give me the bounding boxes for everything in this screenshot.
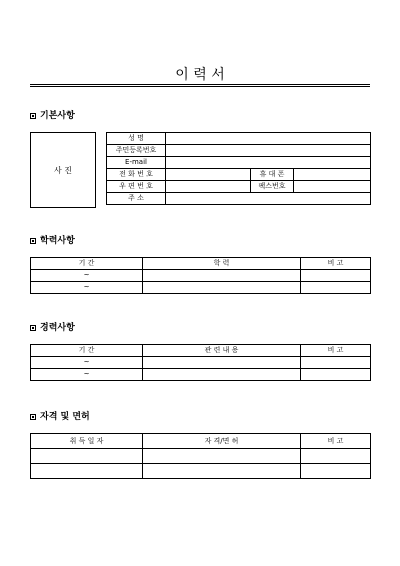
date-cell[interactable] [31,449,143,464]
career-cell[interactable] [143,369,301,381]
date-cell[interactable] [31,464,143,479]
field-label: 주 소 [107,193,166,205]
section-square-icon [30,238,36,244]
table-row [31,270,371,282]
remarks-cell[interactable] [301,369,371,381]
basic-info-table [106,132,371,205]
section-square-icon [30,325,36,331]
field-label: E-mail [107,157,166,169]
table-row [107,133,371,145]
page-title: 이 력 서 [175,67,225,83]
table-row [31,282,371,294]
column-header: 학 력 [143,258,301,270]
section-title: 기본사항 [40,111,75,121]
field-value-phone[interactable] [166,169,251,181]
field-value-name[interactable] [166,133,371,145]
education-table [30,257,371,294]
photo-box [30,132,96,208]
photo-label: 사 진 [54,165,72,175]
column-header: 비 고 [301,258,371,270]
section-title: 학력사항 [40,236,75,246]
field-label: 전 화 번 호 [107,169,166,181]
table-row [107,193,371,205]
field-label: 휴 대 폰 [251,169,294,181]
table-row [107,169,371,181]
column-header: 비 고 [301,434,371,449]
table-header-row [31,258,371,270]
remarks-cell[interactable] [301,464,371,479]
table-row [31,449,371,464]
field-label: 주민등록번호 [107,145,166,157]
period-cell[interactable]: ~ [31,270,143,282]
period-cell[interactable]: ~ [31,369,143,381]
education-cell[interactable] [143,282,301,294]
field-value-resident-number[interactable] [166,145,371,157]
title-divider-top [30,84,370,85]
remarks-cell[interactable] [301,282,371,294]
table-row [31,369,371,381]
table-row [107,145,371,157]
field-label: 팩스번호 [251,181,294,193]
section-heading-education [30,236,75,246]
table-header-row [31,434,371,449]
column-header: 취 득 일 자 [31,434,143,449]
section-heading-license [30,412,90,422]
education-cell[interactable] [143,270,301,282]
remarks-cell[interactable] [301,357,371,369]
field-value-postal[interactable] [166,181,251,193]
section-title: 자격 및 면허 [40,412,90,422]
career-table [30,344,371,381]
table-row [31,357,371,369]
column-header: 기 간 [31,258,143,270]
field-value-address[interactable] [166,193,371,205]
section-title: 경력사항 [40,323,75,333]
table-row [107,157,371,169]
period-cell[interactable]: ~ [31,357,143,369]
remarks-cell[interactable] [301,449,371,464]
period-cell[interactable]: ~ [31,282,143,294]
table-header-row [31,345,371,357]
license-cell[interactable] [143,464,301,479]
remarks-cell[interactable] [301,270,371,282]
field-value-mobile[interactable] [294,169,371,181]
column-header: 기 간 [31,345,143,357]
license-cell[interactable] [143,449,301,464]
field-label: 우 편 번 호 [107,181,166,193]
career-cell[interactable] [143,357,301,369]
column-header: 비 고 [301,345,371,357]
table-row [31,464,371,479]
table-row [107,181,371,193]
license-table [30,433,371,479]
section-square-icon [30,414,36,420]
column-header: 자 격/면 허 [143,434,301,449]
section-square-icon [30,113,36,119]
field-label: 성 명 [107,133,166,145]
field-value-email[interactable] [166,157,371,169]
title-divider-bottom [30,86,370,87]
field-value-fax[interactable] [294,181,371,193]
section-heading-basic [30,111,75,121]
section-heading-career [30,323,75,333]
column-header: 관 련 내 용 [143,345,301,357]
